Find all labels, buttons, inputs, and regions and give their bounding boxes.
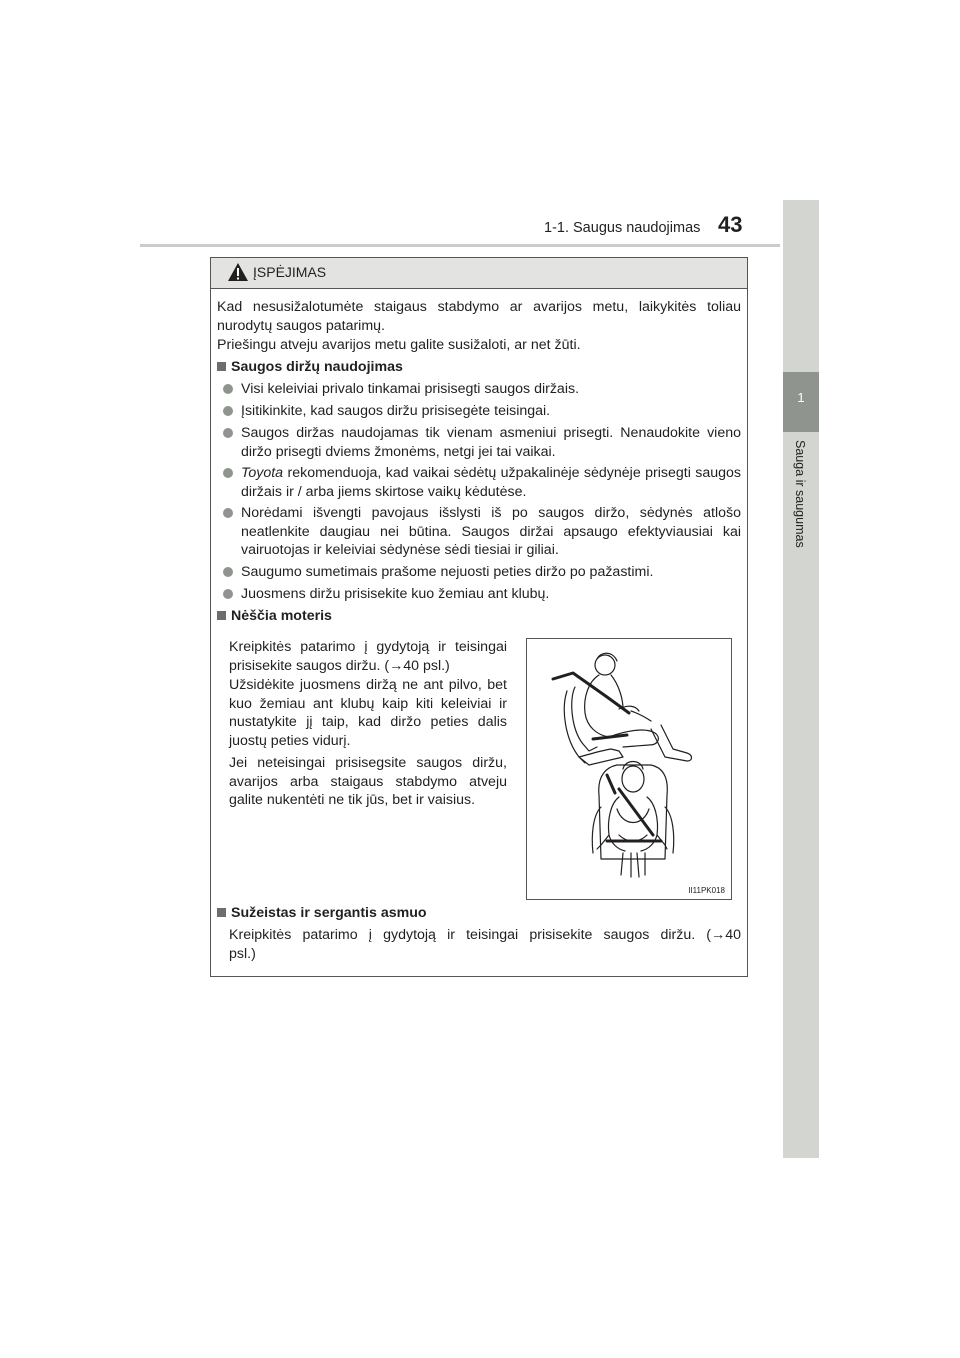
square-bullet-icon	[217, 611, 226, 620]
injured-para-line-1: Kreipkitės patarimo į gydytoją ir teisingai prisisekite saugos diržu. (→40	[229, 927, 741, 943]
pregnant-para-1: Kreipkitės patarimo į gydytoją ir teisingai prisisekite saugos diržu. (→40 psl.)	[229, 639, 507, 674]
square-bullet-icon	[217, 362, 226, 371]
page-number: 43	[718, 212, 743, 237]
chapter-label-wrap	[785, 440, 815, 590]
section-title: 1-1. Saugus naudojimas	[544, 220, 701, 236]
bullet-dot-icon	[223, 406, 233, 416]
header-rule	[140, 244, 780, 247]
intro-line-2: nurodytų saugos patarimų.	[217, 318, 385, 334]
bullet-item: Juosmens diržu prisisekite kuo žemiau ant klubų.	[223, 585, 741, 604]
section-heading-seatbelt-use: Saugos diržų naudojimas	[217, 359, 403, 375]
bullet-dot-icon	[223, 468, 233, 478]
chapter-label: Sauga ir saugumas	[793, 440, 807, 548]
bullet-item: Toyota rekomenduoja, kad vaikai sėdėtų užpakalinėje sėdynėje prisegti saugos diržais ir / arba jiems skirtose vaikų kėdutėse.	[223, 464, 741, 501]
warning-title: ĮSPĖJIMAS	[253, 264, 327, 280]
bullet-item: Saugos diržas naudojamas tik vienam asmeniui prisegti. Nenaudokite vieno diržo prisegti dviems žmonėms, netgi jei tai vaikai.	[223, 424, 741, 461]
pregnant-woman-seatbelt-drawing	[527, 639, 731, 885]
brand-name: Toyota	[241, 465, 284, 481]
intro-line-1: Kad nesusižalotumėte staigaus stabdymo ar avarijos metu, laikykitės toliau	[217, 299, 741, 315]
pregnant-seatbelt-illustration	[526, 638, 732, 900]
injured-para-line-2: psl.)	[229, 946, 256, 962]
bullet-item: Visi keleiviai privalo tinkamai prisisegti saugos diržais.	[223, 380, 741, 399]
warning-box	[210, 257, 748, 977]
intro-line-3: Priešingu atveju avarijos metu galite susižaloti, ar net žūti.	[217, 337, 581, 353]
bullet-item: Saugumo sumetimais prašome nejuosti peties diržo po pažastimi.	[223, 563, 741, 582]
bullet-dot-icon	[223, 508, 233, 518]
bullet-dot-icon	[223, 567, 233, 577]
chapter-number: 1	[797, 390, 805, 405]
section-heading-pregnant: Nėščia moteris	[217, 608, 332, 624]
pregnant-para-2: Užsidėkite juosmens diržą ne ant pilvo, bet kuo žemiau ant klubų kaip kiti keleiviai ir nustatykite jį taip, kad diržo peties dalis juostų peties vidurį.	[229, 677, 507, 749]
bullet-dot-icon	[223, 589, 233, 599]
section-heading-injured: Sužeistas ir sergantis asmuo	[217, 905, 427, 921]
bullet-item: Įsitikinkite, kad saugos diržu prisisegėte teisingai.	[223, 402, 741, 421]
warning-triangle-icon	[227, 262, 249, 282]
bullet-item: Norėdami išvengti pavojaus išslysti iš po saugos diržo, sėdynės atlošo neatlenkite daugiau nei būtina. Saugos diržai apsaugo efektyviausiai kai vairuotojas ir keleiviai sėdynėse sėdi tiesiai ir giliai.	[223, 504, 741, 560]
bullet-dot-icon	[223, 384, 233, 394]
pregnant-para-3: Jei neteisingai prisisegsite saugos diržu, avarijos arba staigaus stabdymo atveju galite nukentėti ne tik jūs, bet ir vaisius.	[229, 755, 507, 808]
warning-header	[211, 258, 747, 289]
chapter-side-strip	[783, 200, 819, 1158]
square-bullet-icon	[217, 908, 226, 917]
bullet-dot-icon	[223, 428, 233, 438]
illustration-code: II11PK018	[688, 886, 725, 895]
